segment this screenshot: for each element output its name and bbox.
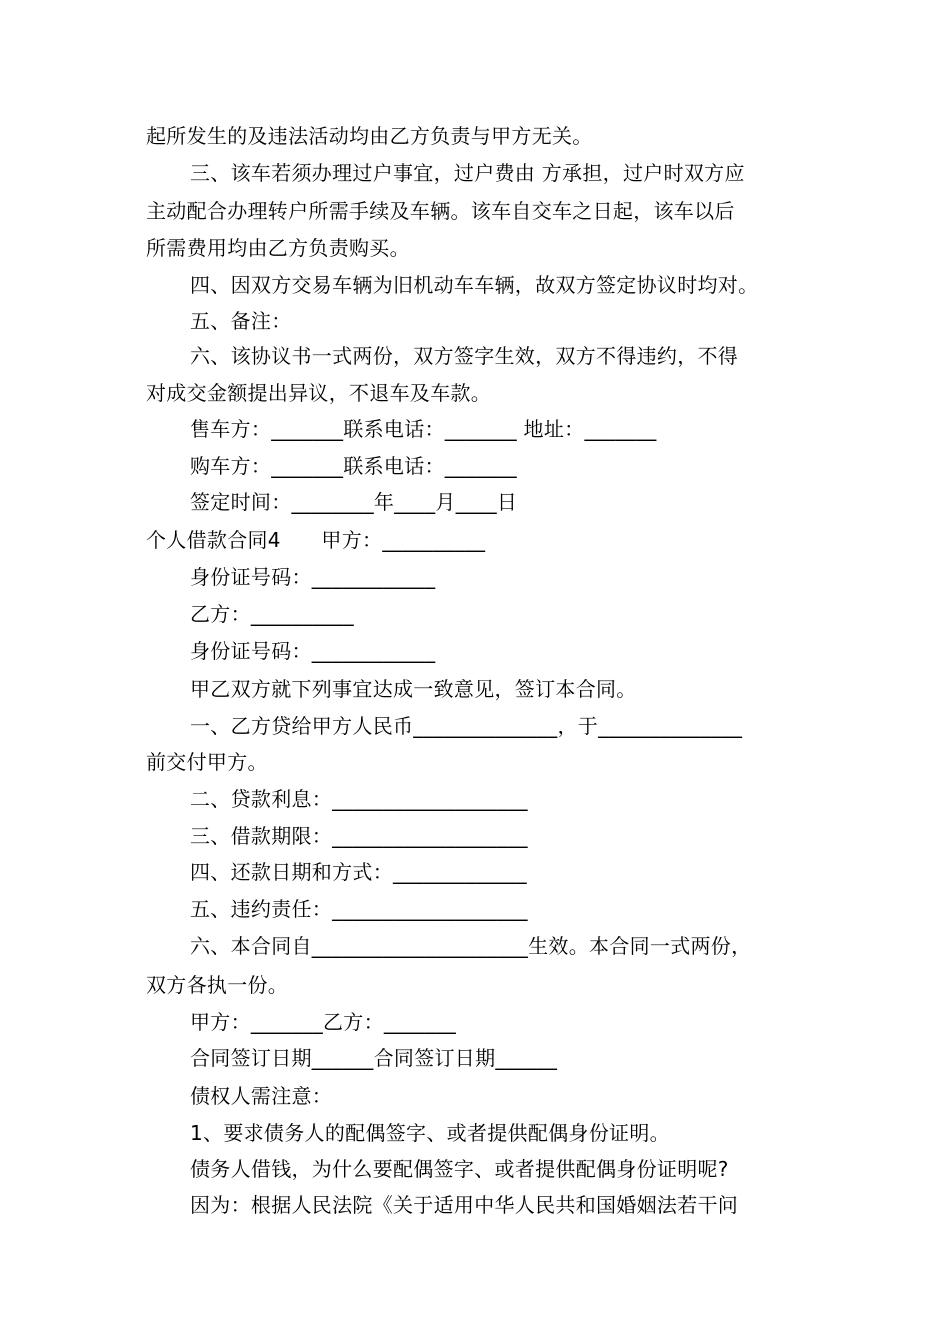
text-line: 售车方：_______联系电话：_______ 地址：_______: [190, 417, 657, 441]
text-line: 起所发生的及违法活动均由乙方负责与甲方无关。: [146, 124, 593, 148]
text-line: 所需费用均由乙方负责购买。: [146, 236, 410, 260]
text-line: 四、还款日期和方式：_____________: [190, 860, 527, 884]
text-line: 主动配合办理转户所需手续及车辆。该车自交车之日起，该车以后: [146, 199, 735, 223]
text-line: 三、该车若须办理过户事宜，过户费由 方承担，过户时双方应: [190, 161, 745, 185]
text-line: 合同签订日期______合同签订日期______: [190, 1046, 558, 1070]
text-line: 身份证号码：____________: [190, 565, 436, 589]
text-line: 甲方：_______乙方：_______: [190, 1010, 456, 1034]
text-line: 五、备注：: [190, 309, 292, 333]
text-line: 签定时间：________年____月____日: [190, 490, 518, 514]
text-line: 五、违约责任：___________________: [190, 897, 528, 921]
text-line: 乙方：__________: [190, 602, 354, 626]
text-line: 二、贷款利息：___________________: [190, 787, 528, 811]
text-line: 1、要求债务人的配偶签字、或者提供配偶身份证明。: [190, 1121, 670, 1145]
text-line: 一、乙方贷给甲方人民币______________，于______________: [190, 714, 743, 738]
text-line: 四、因双方交易车辆为旧机动车车辆，故双方签定协议时均对。: [190, 273, 759, 297]
text-line: 六、本合同自_____________________生效。本合同一式两份，: [190, 934, 752, 958]
text-line: 六、该协议书一式两份，双方签字生效，双方不得违约，不得: [190, 344, 739, 368]
text-line: 购车方：_______联系电话：_______: [190, 454, 517, 478]
text-line: 身份证号码：____________: [190, 639, 436, 663]
text-line: 前交付甲方。: [146, 750, 268, 774]
text-line: 因为：根据人民法院《关于适用中华人民共和国婚姻法若干问: [190, 1193, 739, 1217]
text-line: 债务人借钱，为什么要配偶签字、或者提供配偶身份证明呢?: [190, 1157, 729, 1181]
text-line: 对成交金额提出异议，不退车及车款。: [146, 381, 492, 405]
text-line: 甲乙双方就下列事宜达成一致意见，签订本合同。: [190, 677, 637, 701]
text-line: 个人借款合同4 甲方：__________: [146, 528, 486, 552]
text-line: 双方各执一份。: [146, 973, 289, 997]
text-line: 三、借款期限：___________________: [190, 824, 528, 848]
text-line: 债权人需注意：: [190, 1084, 333, 1108]
